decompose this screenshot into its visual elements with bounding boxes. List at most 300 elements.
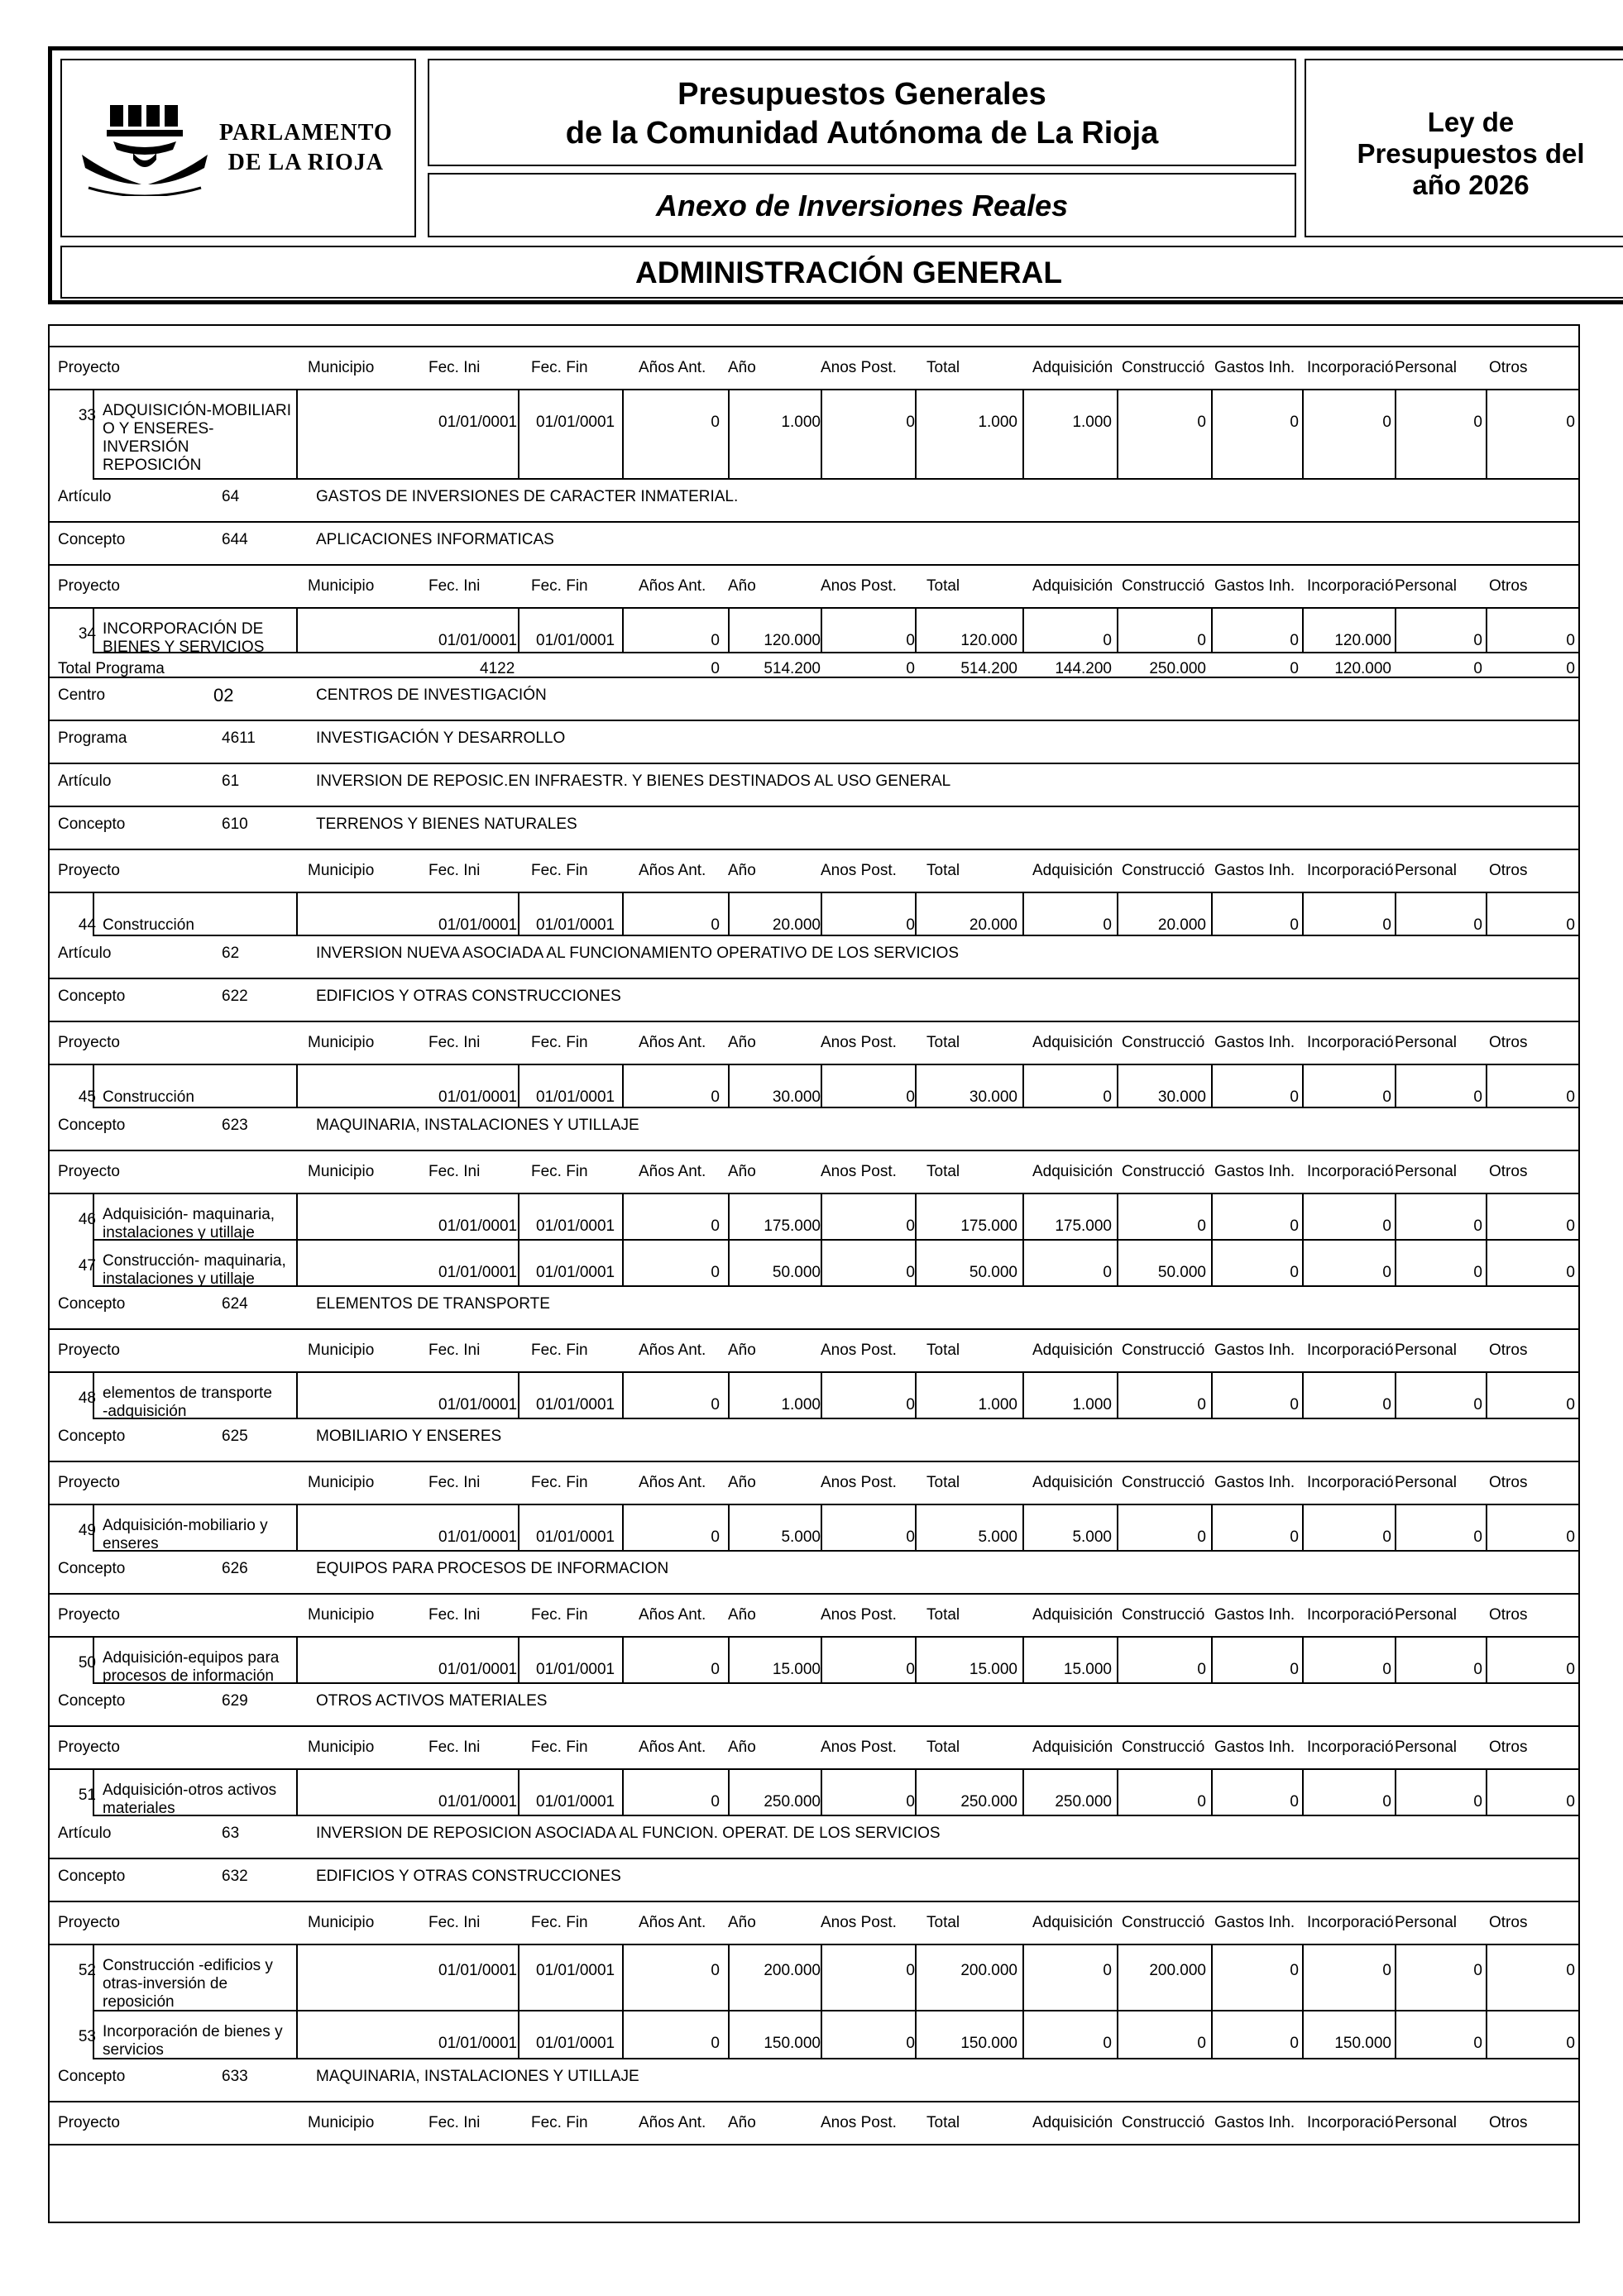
section-type: Artículo xyxy=(58,1825,112,1842)
project-name xyxy=(103,1649,279,1686)
section-type: Concepto xyxy=(58,1295,126,1313)
column-header: Total xyxy=(926,1914,960,1931)
amount-total: 120.000 xyxy=(960,632,1017,649)
section-row xyxy=(50,523,1578,566)
column-header: Incorporació xyxy=(1307,1606,1394,1624)
table-cell xyxy=(1578,2011,1580,2059)
project-name xyxy=(103,1385,272,1421)
amount-total: 50.000 xyxy=(969,1264,1017,1281)
amount-anos-ant: 0 xyxy=(711,414,720,431)
section-row xyxy=(50,1108,1578,1151)
column-header: Fec. Ini xyxy=(428,1034,481,1051)
amount-total: 5.000 xyxy=(978,1528,1017,1546)
project-number: 47 xyxy=(78,1257,96,1275)
amount-otros: 0 xyxy=(1566,1217,1575,1235)
table-cell xyxy=(1578,1194,1580,1241)
amount-anos-ant: 0 xyxy=(711,2035,720,2052)
section-description: INVESTIGACIÓN Y DESARROLLO xyxy=(316,729,566,747)
table-cell xyxy=(1302,1945,1395,2011)
table-cell xyxy=(1395,1945,1486,2011)
project-number: 46 xyxy=(78,1211,96,1228)
amount-gastos: 0 xyxy=(1290,1217,1299,1235)
column-header: Gastos Inh. xyxy=(1214,862,1295,879)
project-name-line: elementos de transporte xyxy=(103,1385,272,1402)
table-cell xyxy=(1578,893,1580,936)
project-number: 34 xyxy=(78,625,96,643)
column-header: Fec. Ini xyxy=(428,2114,481,2131)
amount-adq: 250.000 xyxy=(1055,1793,1112,1810)
amount-otros: 0 xyxy=(1566,414,1575,431)
column-header: Total xyxy=(926,359,960,376)
start-date: 01/01/0001 xyxy=(438,1088,518,1106)
project-number: 52 xyxy=(78,1962,96,1979)
column-header: Incorporació xyxy=(1307,1739,1394,1756)
section-type: Programa xyxy=(58,729,127,747)
column-header: Personal xyxy=(1395,1342,1457,1359)
column-header-row xyxy=(50,566,1578,609)
section-type: Concepto xyxy=(58,2068,126,2085)
amount-incorp: 0 xyxy=(1382,1217,1391,1235)
table-cell xyxy=(821,390,915,480)
amount-adq: 1.000 xyxy=(1072,414,1112,431)
start-date: 01/01/0001 xyxy=(438,916,518,934)
table-cell xyxy=(1302,1373,1395,1419)
amount-otros: 0 xyxy=(1566,916,1575,934)
table-cell xyxy=(1578,1241,1580,1287)
end-date: 01/01/0001 xyxy=(536,1962,615,1979)
column-header: Gastos Inh. xyxy=(1214,577,1295,595)
section-type: Concepto xyxy=(58,1560,126,1577)
amount-ano: 30.000 xyxy=(772,1088,821,1106)
section-row xyxy=(50,480,1578,523)
total-anos-ant: 0 xyxy=(711,660,720,677)
table-cell xyxy=(1486,1945,1578,2011)
column-header: Año xyxy=(728,1739,756,1756)
column-header: Proyecto xyxy=(58,1606,120,1624)
column-header: Gastos Inh. xyxy=(1214,2114,1295,2131)
project-name-line: instalaciones y utillaje xyxy=(103,1270,255,1288)
section-row xyxy=(50,764,1578,807)
project-row xyxy=(50,1373,1578,1419)
amount-ano: 200.000 xyxy=(764,1962,821,1979)
column-header: Personal xyxy=(1395,1474,1457,1491)
section-code: 61 xyxy=(222,773,240,790)
amount-ano: 250.000 xyxy=(764,1793,821,1810)
amount-cons: 200.000 xyxy=(1149,1962,1206,1979)
total-personal: 0 xyxy=(1473,660,1482,677)
table-cell xyxy=(1211,1505,1302,1552)
column-header: Fec. Fin xyxy=(531,359,588,376)
amount-total: 1.000 xyxy=(978,1396,1017,1413)
table-cell xyxy=(1578,1505,1580,1552)
column-header: Anos Post. xyxy=(821,1606,897,1624)
column-header: Personal xyxy=(1395,1034,1457,1051)
section-description: ELEMENTOS DE TRANSPORTE xyxy=(316,1295,550,1313)
end-date: 01/01/0001 xyxy=(536,1661,615,1678)
section-code: 632 xyxy=(222,1868,248,1885)
amount-gastos: 0 xyxy=(1290,1396,1299,1413)
project-number: 50 xyxy=(78,1654,96,1672)
start-date: 01/01/0001 xyxy=(438,1528,518,1546)
column-header: Municipio xyxy=(308,1474,375,1491)
table-cell xyxy=(1211,1373,1302,1419)
column-header: Proyecto xyxy=(58,1914,120,1931)
table-cell xyxy=(1395,1638,1486,1684)
project-name-line: Incorporación de bienes y xyxy=(103,2023,283,2040)
amount-cons: 0 xyxy=(1197,2035,1206,2052)
end-date: 01/01/0001 xyxy=(536,632,615,649)
amount-anos-ant: 0 xyxy=(711,1962,720,1979)
table-cell xyxy=(821,1373,915,1419)
column-header-row xyxy=(50,1727,1578,1770)
start-date: 01/01/0001 xyxy=(438,1396,518,1413)
project-name-line: procesos de información xyxy=(103,1667,274,1685)
amount-anos-post: 0 xyxy=(906,1528,915,1546)
total-code: 4122 xyxy=(480,660,515,677)
amount-otros: 0 xyxy=(1566,1661,1575,1678)
column-header-row xyxy=(50,1330,1578,1373)
project-name-line: reposición xyxy=(103,1993,175,2011)
amount-anos-post: 0 xyxy=(906,2035,915,2052)
column-header: Anos Post. xyxy=(821,1034,897,1051)
column-header: Fec. Fin xyxy=(531,1034,588,1051)
amount-personal: 0 xyxy=(1473,1962,1482,1979)
section-description: EDIFICIOS Y OTRAS CONSTRUCCIONES xyxy=(316,988,621,1005)
column-header: Construcció xyxy=(1122,1163,1205,1180)
amount-otros: 0 xyxy=(1566,1396,1575,1413)
column-header-row xyxy=(50,2102,1578,2145)
project-name-line: Adquisición-equipos para xyxy=(103,1649,280,1667)
column-header: Gastos Inh. xyxy=(1214,1163,1295,1180)
amount-cons: 50.000 xyxy=(1157,1264,1206,1281)
column-header: Construcció xyxy=(1122,1914,1205,1931)
section-row xyxy=(50,936,1578,979)
column-header: Fec. Fin xyxy=(531,1163,588,1180)
project-name-line: ADQUISICIÓN-MOBILIARI xyxy=(103,402,292,419)
project-name-line: Adquisición- maquinaria, xyxy=(103,1206,275,1223)
section-type: Concepto xyxy=(58,988,126,1005)
column-header-row xyxy=(50,1151,1578,1194)
project-name xyxy=(103,1088,194,1107)
column-header: Construcció xyxy=(1122,359,1205,376)
section-code: 624 xyxy=(222,1295,248,1313)
column-header: Incorporació xyxy=(1307,2114,1394,2131)
section-description: EQUIPOS PARA PROCESOS DE INFORMACION xyxy=(316,1560,669,1577)
amount-adq: 0 xyxy=(1103,1962,1112,1979)
section-row xyxy=(50,1684,1578,1727)
project-number: 33 xyxy=(78,407,96,424)
section-type: Artículo xyxy=(58,773,112,790)
amount-anos-post: 0 xyxy=(906,1088,915,1106)
column-header: Años Ant. xyxy=(639,2114,706,2131)
law-line1: Ley de xyxy=(1427,107,1515,137)
parliament-emblem-icon xyxy=(77,105,218,196)
amount-incorp: 0 xyxy=(1382,1962,1391,1979)
column-header: Fec. Fin xyxy=(531,1739,588,1756)
table-cell xyxy=(1578,1638,1580,1684)
amount-personal: 0 xyxy=(1473,632,1482,649)
amount-anos-ant: 0 xyxy=(711,1793,720,1810)
column-header: Años Ant. xyxy=(639,1914,706,1931)
amount-anos-ant: 0 xyxy=(711,1396,720,1413)
column-header: Anos Post. xyxy=(821,2114,897,2131)
amount-personal: 0 xyxy=(1473,1661,1482,1678)
table-cell xyxy=(1211,2011,1302,2059)
column-header: Personal xyxy=(1395,1606,1457,1624)
section-code: 63 xyxy=(222,1825,240,1842)
section-description: MAQUINARIA, INSTALACIONES Y UTILLAJE xyxy=(316,1117,639,1134)
project-name xyxy=(103,1957,273,2011)
column-header: Construcció xyxy=(1122,1474,1205,1491)
column-header: Proyecto xyxy=(58,1739,120,1756)
table-cell xyxy=(1302,390,1395,480)
table-cell xyxy=(821,609,915,653)
column-header: Otros xyxy=(1489,359,1528,376)
amount-adq: 0 xyxy=(1103,916,1112,934)
law-line2: Presupuestos del xyxy=(1357,138,1585,169)
amount-personal: 0 xyxy=(1473,2035,1482,2052)
table-cell xyxy=(1211,1241,1302,1287)
column-header: Año xyxy=(728,1914,756,1931)
column-header: Años Ant. xyxy=(639,1739,706,1756)
section-description: INVERSION DE REPOSIC.EN INFRAESTR. Y BIENES DESTINADOS AL USO GENERAL xyxy=(316,773,951,790)
column-header: Total xyxy=(926,577,960,595)
table-cell xyxy=(1022,390,1117,480)
amount-anos-post: 0 xyxy=(906,632,915,649)
project-row xyxy=(50,609,1578,656)
section-code: 625 xyxy=(222,1428,248,1445)
column-header: Fec. Ini xyxy=(428,1474,481,1491)
project-row xyxy=(50,893,1578,936)
column-header: Proyecto xyxy=(58,1034,120,1051)
column-header: Años Ant. xyxy=(639,1474,706,1491)
amount-cons: 0 xyxy=(1197,632,1206,649)
column-header: Personal xyxy=(1395,1739,1457,1756)
table-cell xyxy=(1302,893,1395,936)
table-cell xyxy=(1302,1194,1395,1241)
amount-personal: 0 xyxy=(1473,1793,1482,1810)
project-name-line: materiales xyxy=(103,1800,175,1817)
amount-otros: 0 xyxy=(1566,1088,1575,1106)
column-header: Fec. Ini xyxy=(428,862,481,879)
section-type: Concepto xyxy=(58,1428,126,1445)
column-header: Anos Post. xyxy=(821,1342,897,1359)
amount-otros: 0 xyxy=(1566,1793,1575,1810)
column-header: Otros xyxy=(1489,1163,1528,1180)
table-top-strip xyxy=(50,326,1578,347)
column-header: Municipio xyxy=(308,359,375,376)
start-date: 01/01/0001 xyxy=(438,632,518,649)
table-cell xyxy=(622,390,728,480)
column-header: Años Ant. xyxy=(639,1034,706,1051)
project-name xyxy=(103,916,194,935)
column-header: Personal xyxy=(1395,1914,1457,1931)
column-header: Incorporació xyxy=(1307,862,1394,879)
project-name-line: Adquisición-mobiliario y xyxy=(103,1517,268,1534)
project-name-line: Construcción- maquinaria, xyxy=(103,1252,286,1270)
column-header: Año xyxy=(728,862,756,879)
section-type: Concepto xyxy=(58,1868,126,1885)
column-header: Fec. Fin xyxy=(531,577,588,595)
amount-incorp: 0 xyxy=(1382,1088,1391,1106)
table-cell xyxy=(1395,893,1486,936)
amount-adq: 0 xyxy=(1103,2035,1112,2052)
table-cell xyxy=(1395,1065,1486,1108)
column-header: Adquisición xyxy=(1032,1739,1113,1756)
amount-anos-post: 0 xyxy=(906,1661,915,1678)
column-header: Año xyxy=(728,1163,756,1180)
column-header: Anos Post. xyxy=(821,1739,897,1756)
amount-incorp: 0 xyxy=(1382,1793,1391,1810)
section-description: TERRENOS Y BIENES NATURALES xyxy=(316,816,577,833)
section-type: Concepto xyxy=(58,531,126,548)
table-cell xyxy=(1486,1770,1578,1816)
table-cell xyxy=(1302,1505,1395,1552)
column-header: Fec. Ini xyxy=(428,359,481,376)
table-cell xyxy=(1302,1241,1395,1287)
amount-incorp: 0 xyxy=(1382,414,1391,431)
title-line2: de la Comunidad Autónoma de La Rioja xyxy=(565,116,1159,151)
column-header: Proyecto xyxy=(58,2114,120,2131)
amount-adq: 5.000 xyxy=(1072,1528,1112,1546)
table-cell xyxy=(1211,390,1302,480)
column-header: Construcció xyxy=(1122,1342,1205,1359)
table-cell xyxy=(1578,390,1580,480)
table-cell xyxy=(1486,1194,1578,1241)
section-code: 622 xyxy=(222,988,248,1005)
table-cell xyxy=(1395,609,1486,653)
document-title xyxy=(428,59,1296,166)
amount-incorp: 0 xyxy=(1382,1396,1391,1413)
section-description: GASTOS DE INVERSIONES DE CARACTER INMATERIAL. xyxy=(316,488,739,505)
column-header: Otros xyxy=(1489,1739,1528,1756)
section-type: Concepto xyxy=(58,1692,126,1710)
column-header: Fec. Fin xyxy=(531,1342,588,1359)
project-row xyxy=(50,1945,1578,2011)
column-header: Total xyxy=(926,2114,960,2131)
amount-gastos: 0 xyxy=(1290,2035,1299,2052)
column-header: Fec. Ini xyxy=(428,1914,481,1931)
column-header-row xyxy=(50,1462,1578,1505)
project-number: 53 xyxy=(78,2028,96,2045)
amount-cons: 20.000 xyxy=(1157,916,1206,934)
table-cell xyxy=(1117,390,1211,480)
table-cell xyxy=(1211,1065,1302,1108)
column-header: Proyecto xyxy=(58,862,120,879)
parliament-logo-box xyxy=(60,59,416,237)
project-name xyxy=(103,402,291,475)
table-cell xyxy=(1578,1065,1580,1108)
start-date: 01/01/0001 xyxy=(438,1962,518,1979)
column-header: Total xyxy=(926,1034,960,1051)
amount-ano: 1.000 xyxy=(781,1396,821,1413)
column-header: Gastos Inh. xyxy=(1214,1606,1295,1624)
annex-title: Anexo de Inversiones Reales xyxy=(428,173,1296,237)
table-cell xyxy=(821,1065,915,1108)
column-header: Año xyxy=(728,577,756,595)
project-row xyxy=(50,1638,1578,1684)
project-name-line: Adquisición-otros activos xyxy=(103,1782,277,1799)
start-date: 01/01/0001 xyxy=(438,2035,518,2052)
amount-otros: 0 xyxy=(1566,632,1575,649)
column-header: Adquisición xyxy=(1032,577,1113,595)
end-date: 01/01/0001 xyxy=(536,2035,615,2052)
project-number: 45 xyxy=(78,1088,96,1106)
table-cell xyxy=(1395,1505,1486,1552)
section-row xyxy=(50,2059,1578,2102)
amount-anos-post: 0 xyxy=(906,414,915,431)
table-cell xyxy=(1486,1638,1578,1684)
project-row xyxy=(50,1065,1578,1108)
logo-line2: DE LA RIOJA xyxy=(227,150,384,175)
column-header: Otros xyxy=(1489,577,1528,595)
amount-adq: 15.000 xyxy=(1063,1661,1112,1678)
amount-total: 175.000 xyxy=(960,1217,1017,1235)
project-row xyxy=(50,390,1578,480)
amount-personal: 0 xyxy=(1473,414,1482,431)
end-date: 01/01/0001 xyxy=(536,1088,615,1106)
column-header: Construcció xyxy=(1122,2114,1205,2131)
column-header: Gastos Inh. xyxy=(1214,1342,1295,1359)
column-header: Proyecto xyxy=(58,1163,120,1180)
project-number: 48 xyxy=(78,1390,96,1407)
column-header: Construcció xyxy=(1122,1606,1205,1624)
investment-table xyxy=(48,324,1580,2223)
section-row xyxy=(50,1552,1578,1595)
total-anos-post: 0 xyxy=(906,660,915,677)
section-code: 64 xyxy=(222,488,240,505)
amount-personal: 0 xyxy=(1473,1264,1482,1281)
project-number: 44 xyxy=(78,916,96,934)
amount-anos-ant: 0 xyxy=(711,916,720,934)
total-label: Total Programa xyxy=(58,660,165,677)
table-cell xyxy=(1302,1638,1395,1684)
amount-incorp: 150.000 xyxy=(1334,2035,1391,2052)
column-header: Anos Post. xyxy=(821,359,897,376)
amount-anos-post: 0 xyxy=(906,1962,915,1979)
table-cell xyxy=(1211,1194,1302,1241)
section-row xyxy=(50,807,1578,850)
project-name-line: -adquisición xyxy=(103,1403,187,1420)
amount-ano: 50.000 xyxy=(772,1264,821,1281)
end-date: 01/01/0001 xyxy=(536,1264,615,1281)
column-header: Adquisición xyxy=(1032,1034,1113,1051)
amount-anos-post: 0 xyxy=(906,1793,915,1810)
column-header: Total xyxy=(926,1739,960,1756)
column-header: Municipio xyxy=(308,577,375,595)
start-date: 01/01/0001 xyxy=(438,1217,518,1235)
project-name-line: otras-inversión de xyxy=(103,1975,228,1992)
column-header: Anos Post. xyxy=(821,862,897,879)
table-cell xyxy=(821,893,915,936)
amount-anos-ant: 0 xyxy=(711,1088,720,1106)
section-title: ADMINISTRACIÓN GENERAL xyxy=(60,246,1623,299)
amount-personal: 0 xyxy=(1473,1088,1482,1106)
column-header: Adquisición xyxy=(1032,2114,1113,2131)
table-cell xyxy=(1302,1770,1395,1816)
column-header: Fec. Ini xyxy=(428,577,481,595)
column-header: Incorporació xyxy=(1307,359,1394,376)
column-header: Gastos Inh. xyxy=(1214,1914,1295,1931)
column-header-row xyxy=(50,1022,1578,1065)
amount-anos-post: 0 xyxy=(906,1396,915,1413)
end-date: 01/01/0001 xyxy=(536,414,615,431)
column-header: Gastos Inh. xyxy=(1214,1474,1295,1491)
column-header: Año xyxy=(728,1474,756,1491)
project-row xyxy=(50,1505,1578,1552)
project-name xyxy=(103,2023,283,2059)
project-name-line: BIENES Y SERVICIOS xyxy=(103,639,265,656)
